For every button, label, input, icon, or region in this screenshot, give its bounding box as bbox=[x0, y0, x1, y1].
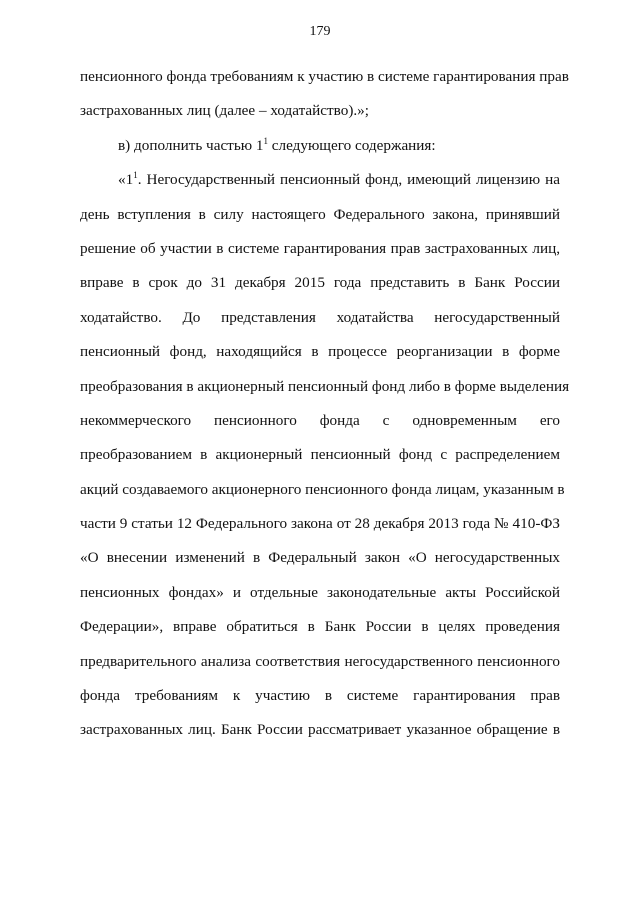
text-segment: фонда требованиям к участию в системе гарантирования прав bbox=[80, 687, 560, 705]
paragraph bbox=[80, 129, 560, 163]
text-line bbox=[80, 335, 560, 369]
text-line bbox=[80, 507, 560, 541]
text-line bbox=[80, 94, 560, 128]
text-segment: пенсионный фонд, находящийся в процессе реорганизации в форме bbox=[80, 343, 560, 361]
superscript: 1 bbox=[263, 135, 268, 146]
text-segment: ходатайство. До представления ходатайства негосударственный bbox=[80, 308, 560, 326]
text-line bbox=[80, 266, 560, 300]
text-segment: акций создаваемого акционерного пенсионного фонда лицам, указанным в bbox=[80, 480, 565, 498]
text-line bbox=[80, 404, 560, 438]
text-segment: пенсионных фондах» и отдельные законодательные акты Российской bbox=[80, 583, 560, 601]
text-line bbox=[80, 163, 560, 197]
text-segment: застрахованных лиц (далее – ходатайство).»; bbox=[80, 102, 369, 120]
text-line bbox=[80, 60, 569, 94]
text-line bbox=[80, 576, 560, 610]
text-segment: преобразования в акционерный пенсионный фонд либо в форме выделения bbox=[80, 377, 570, 395]
page-number: 179 bbox=[309, 24, 331, 39]
text-segment: . Негосударственный пенсионный фонд, имеющий лицензию на bbox=[137, 171, 560, 189]
paragraph bbox=[80, 163, 570, 748]
text-line bbox=[80, 370, 570, 404]
text-segment: преобразованием в акционерный пенсионный фонд с распределением bbox=[80, 446, 560, 464]
text-line bbox=[80, 645, 560, 679]
text-line bbox=[80, 610, 560, 644]
superscript: 1 bbox=[133, 170, 138, 181]
text-segment: «О внесении изменений в Федеральный закон «О негосударственных bbox=[80, 549, 560, 567]
text-line bbox=[80, 541, 560, 575]
text-line bbox=[80, 198, 560, 232]
text-segment: решение об участии в системе гарантирования прав застрахованных лиц, bbox=[80, 239, 560, 257]
text-line bbox=[80, 713, 560, 747]
text-segment: «1 bbox=[118, 171, 134, 189]
text-segment: день вступления в силу настоящего Федерального закона, принявший bbox=[80, 205, 560, 223]
text-line bbox=[80, 301, 560, 335]
text-segment: части 9 статьи 12 Федерального закона от 28 декабря 2013 года № 410-ФЗ bbox=[80, 515, 560, 533]
text-segment: вправе в срок до 31 декабря 2015 года представить в Банк России bbox=[80, 274, 560, 292]
text-segment: пенсионного фонда требованиям к участию в системе гарантирования прав bbox=[80, 68, 569, 85]
text-line bbox=[80, 129, 560, 163]
text-line bbox=[80, 232, 560, 266]
text-segment: застрахованных лиц. Банк России рассматривает указанное обращение в bbox=[80, 721, 560, 739]
text-segment: следующего содержания: bbox=[267, 136, 436, 154]
text-segment: некоммерческого пенсионного фонда с одновременным его bbox=[80, 411, 560, 429]
text-line bbox=[80, 438, 560, 472]
text-line bbox=[80, 473, 565, 507]
text-segment: Федерации», вправе обратиться в Банк России в целях проведения bbox=[80, 618, 560, 636]
text-segment: в) дополнить частью 1 bbox=[118, 136, 264, 154]
text-line bbox=[80, 679, 560, 713]
text-segment: предварительного анализа соответствия негосударственного пенсионного bbox=[80, 652, 560, 670]
paragraph bbox=[80, 60, 569, 129]
document-body bbox=[80, 60, 570, 748]
